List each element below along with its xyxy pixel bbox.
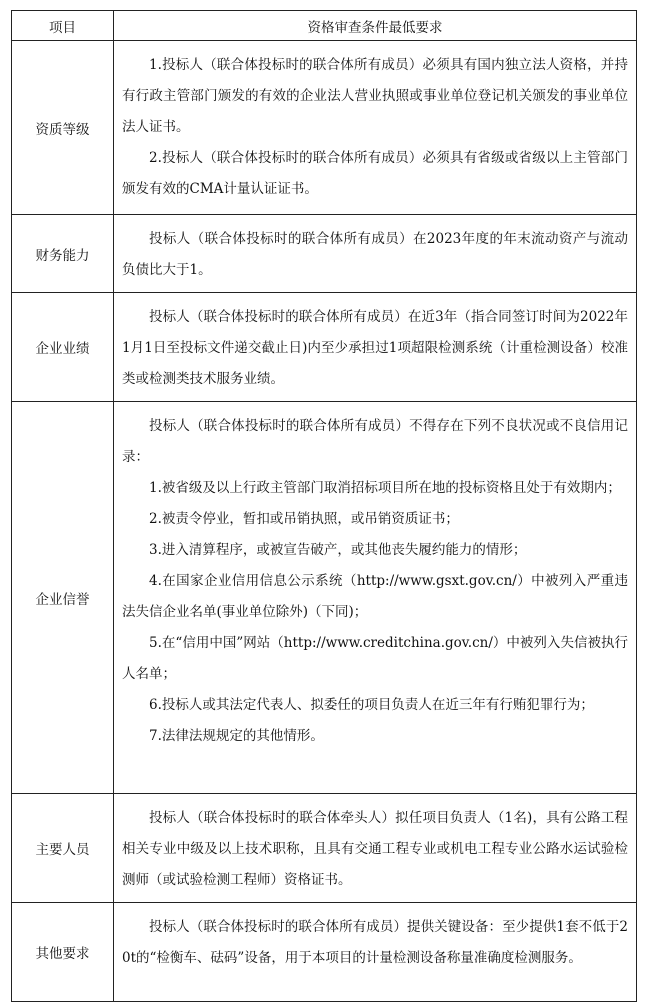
table-row	[12, 41, 637, 215]
row-category: 主要人员	[12, 794, 114, 903]
header-item: 项目	[12, 11, 114, 41]
requirement-paragraph: 7.法律法规规定的其他情形。	[149, 728, 324, 744]
requirement-paragraph: 6.投标人或其法定代表人、拟委任的项目负责人在近三年有行贿犯罪行为；	[149, 697, 594, 713]
table-row	[12, 903, 637, 1002]
table-row	[12, 402, 637, 794]
row-category: 企业信誉	[12, 402, 114, 794]
requirement-paragraph: 2.投标人（联合体投标时的联合体所有成员）必须具有省级或省级以上主管部门颁发有效的CMA计量认证证书。	[122, 150, 628, 197]
row-content	[114, 293, 637, 402]
table-row	[12, 293, 637, 402]
requirement-paragraph: 投标人（联合体投标时的联合体牵头人）拟任项目负责人（1名)，具有公路工程相关专业中级及以上技术职称，且具有交通工程专业或机电工程专业公路水运试验检测师（或试验检测工程师）资格证书。	[122, 810, 628, 888]
table-row	[12, 794, 637, 903]
row-content	[114, 215, 637, 293]
requirement-paragraph: 投标人（联合体投标时的联合体所有成员）不得存在下列不良状况或不良信用记录：	[122, 418, 628, 465]
header-requirement: 资格审查条件最低要求	[114, 11, 637, 41]
row-category: 企业业绩	[12, 293, 114, 402]
requirement-paragraph: 投标人（联合体投标时的联合体所有成员）提供关键设备：至少提供1套不低于20t的“检衡车、砝码”设备，用于本项目的计量检测设备称量准确度检测服务。	[122, 919, 628, 966]
requirement-paragraph: 3.进入清算程序，或被宣告破产，或其他丧失履约能力的情形；	[149, 542, 527, 558]
requirement-paragraph: 2.被责令停业，暂扣或吊销执照，或吊销资质证书；	[149, 511, 459, 527]
row-content	[114, 402, 637, 794]
row-content	[114, 41, 637, 215]
row-content	[114, 794, 637, 903]
requirement-paragraph: 投标人（联合体投标时的联合体所有成员）在近3年（指合同签订时间为2022年1月1日至投标文件递交截止日)内至少承担过1项超限检测系统（计重检测设备）校准类或检测类技术服务业绩。	[122, 309, 628, 387]
table-header-row	[12, 11, 637, 41]
requirement-paragraph: 1.投标人（联合体投标时的联合体所有成员）必须具有国内独立法人资格，并持有行政主管部门颁发的有效的企业法人营业执照或事业单位登记机关颁发的事业单位法人证书。	[122, 57, 628, 135]
row-content	[114, 903, 637, 1002]
row-category: 其他要求	[12, 903, 114, 1002]
requirement-paragraph: 5.在“信用中国”网站（http://www.creditchina.gov.cn/）中被列入失信被执行人名单；	[122, 635, 628, 682]
requirement-paragraph: 4.在国家企业信用信息公示系统（http://www.gsxt.gov.cn/）中被列入严重违法失信企业名单(事业单位除外)（下同)；	[122, 573, 628, 620]
table-row	[12, 215, 637, 293]
row-category: 财务能力	[12, 215, 114, 293]
qualification-table	[11, 10, 637, 1002]
requirement-paragraph: 投标人（联合体投标时的联合体所有成员）在2023年度的年末流动资产与流动负债比大于1。	[122, 231, 628, 278]
requirement-paragraph: 1.被省级及以上行政主管部门取消招标项目所在地的投标资格且处于有效期内；	[149, 480, 621, 496]
row-category: 资质等级	[12, 41, 114, 215]
